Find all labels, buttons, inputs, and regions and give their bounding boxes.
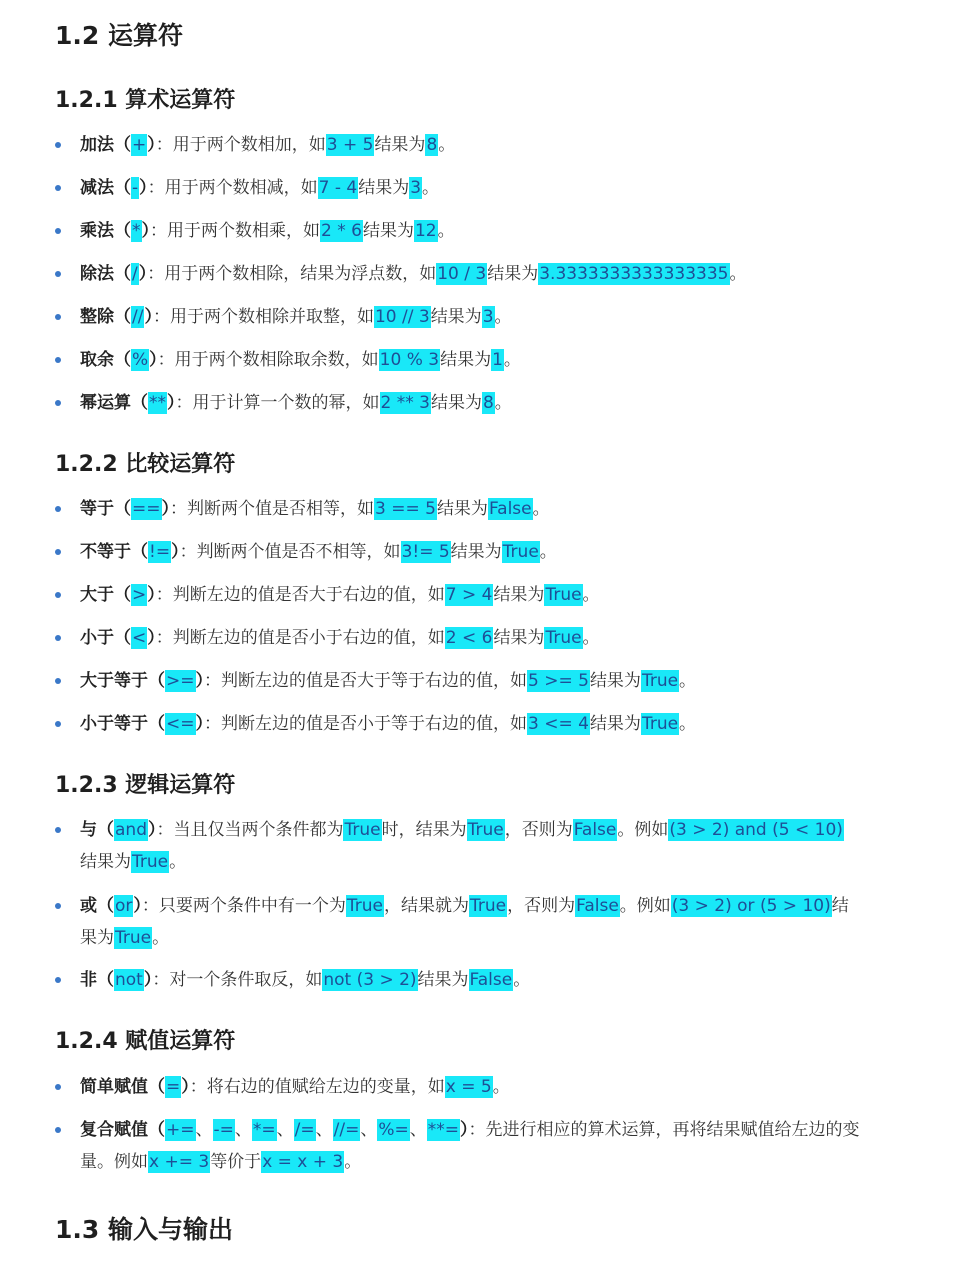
description: 用于计算一个数的幂，如: [192, 393, 380, 413]
period: 。: [494, 307, 512, 327]
list-item-less-than: [80, 622, 880, 654]
operator-code: //: [132, 307, 144, 327]
equivalence-label: 等价于: [210, 1152, 262, 1172]
result-label: 结果为: [493, 628, 545, 648]
example-result: 8: [426, 135, 438, 155]
example-result: 1: [492, 350, 503, 370]
description-part: ，结果就为: [384, 896, 469, 916]
period: 。: [679, 714, 697, 734]
example-result: True: [115, 928, 152, 948]
paren-close: ）: [161, 499, 170, 519]
description-part: 。例如: [617, 820, 669, 840]
period: 。: [539, 542, 557, 562]
list-item-division: [80, 258, 880, 290]
description: 用于两个数相减，如: [164, 178, 318, 198]
period: 。: [169, 852, 187, 872]
paren-close: ）: [141, 221, 150, 241]
operator-name: 大于等于: [80, 671, 148, 691]
operator-code: >: [132, 585, 147, 605]
paren-open: （: [114, 178, 131, 198]
paren-close: ）: [147, 820, 157, 840]
description: 用于两个数相乘，如: [167, 221, 320, 241]
equivalent-expression: x = x + 3: [262, 1152, 344, 1172]
paren-close: ）: [171, 542, 180, 562]
example-expression: x += 3: [149, 1152, 210, 1172]
list-item-addition: [80, 129, 880, 161]
example-result: 3: [410, 178, 422, 198]
colon: ：: [468, 1120, 486, 1140]
paren-open: （: [148, 714, 165, 734]
description-part: ，否则为: [504, 820, 573, 840]
separator: 、: [315, 1120, 333, 1140]
operator-code: !=: [149, 542, 171, 562]
example-expression: 10 % 3: [379, 350, 440, 370]
list-item-equal: [80, 493, 880, 525]
paren-open: （: [131, 393, 148, 413]
paren-close: ）: [195, 671, 204, 691]
paren-open: （: [114, 499, 131, 519]
colon: ：: [147, 264, 165, 284]
operator-code: and: [115, 820, 147, 840]
operator-code: +=: [166, 1120, 195, 1140]
paren-close: ）: [149, 350, 158, 370]
section-title-1-2-3: 1.2.3 逻辑运算符: [55, 773, 236, 798]
period: 。: [582, 585, 600, 605]
value-true: True: [470, 896, 507, 916]
example-result: 12: [414, 221, 437, 241]
description: 判断左边的值是否小于右边的值，如: [172, 628, 445, 648]
description: 将右边的值赋给左边的变量，如: [206, 1077, 445, 1097]
example-expression: 3 <= 4: [528, 714, 589, 734]
paren-close: ）: [147, 585, 156, 605]
description-part: ，否则为: [507, 896, 576, 916]
operator-code: <: [132, 628, 147, 648]
section-title-1-2: 1.2 运算符: [55, 21, 183, 50]
paren-open: （: [114, 264, 131, 284]
colon: ：: [204, 671, 221, 691]
paren-open: （: [97, 970, 114, 990]
paren-close: ）: [138, 264, 148, 284]
example-result: True: [641, 671, 679, 691]
operator-code: *=: [252, 1120, 276, 1140]
operator-name: 取余: [80, 350, 114, 370]
period: 。: [152, 928, 170, 948]
colon: ：: [156, 820, 174, 840]
operator-code: <=: [166, 714, 195, 734]
result-label: 结果为: [440, 350, 492, 370]
result-label: 结果为: [436, 499, 488, 519]
example-expression: 2 < 6: [445, 628, 493, 648]
colon: ：: [152, 970, 170, 990]
example-result: True: [502, 542, 539, 562]
example-expression: 3 == 5: [375, 499, 436, 519]
example-expression: 10 // 3: [374, 307, 430, 327]
operator-name: 与: [80, 820, 97, 840]
period: 。: [582, 628, 600, 648]
example-result: False: [469, 970, 513, 990]
operator-code: >=: [166, 671, 195, 691]
result-label: 结果为: [589, 714, 641, 734]
paren-open: （: [148, 1120, 165, 1140]
list-item-less-equal: [80, 708, 880, 740]
colon: ：: [204, 714, 221, 734]
example-expression: not (3 > 2): [323, 970, 417, 990]
colon: ：: [170, 499, 187, 519]
list-item-not: [80, 964, 880, 996]
example-expression: 5 >= 5: [528, 671, 589, 691]
description: 判断左边的值是否小于等于右边的值，如: [221, 714, 527, 734]
operator-name: 非: [80, 970, 97, 990]
example-result: False: [488, 499, 532, 519]
colon: ：: [179, 542, 197, 562]
paren-open: （: [97, 896, 114, 916]
separator: 、: [195, 1120, 213, 1140]
period: 。: [679, 671, 697, 691]
period: 。: [344, 1152, 362, 1172]
operator-code: or: [115, 896, 133, 916]
example-result: True: [132, 852, 169, 872]
operator-code: *: [132, 221, 141, 241]
value-true: True: [467, 820, 504, 840]
result-label: 结果为: [417, 970, 469, 990]
example-expression: (3 > 2) and (5 < 10): [669, 820, 843, 840]
separator: 、: [360, 1120, 378, 1140]
operator-code: **=: [427, 1120, 459, 1140]
description: 用于两个数相加，如: [172, 135, 326, 155]
operator-code: not: [115, 970, 143, 990]
paren-open: （: [114, 628, 131, 648]
section-title-1-3: 1.3 输入与输出: [55, 1215, 233, 1244]
description: 对一个条件取反，如: [169, 970, 323, 990]
colon: ：: [189, 1077, 207, 1097]
description: 用于两个数相除并取整，如: [169, 307, 374, 327]
period: 。: [437, 221, 455, 241]
description: 判断两个值是否相等，如: [187, 499, 374, 519]
list-item-power: [80, 387, 880, 419]
description: 判断左边的值是否大于等于右边的值，如: [221, 671, 527, 691]
operator-code: %=: [378, 1120, 409, 1140]
colon: ：: [150, 221, 167, 241]
colon: ：: [147, 178, 165, 198]
example-expression: x = 5: [445, 1077, 492, 1097]
colon: ：: [141, 896, 159, 916]
operator-name: 整除: [80, 307, 114, 327]
list-item-compound-assignment: [80, 1114, 860, 1178]
operator-code: %: [132, 350, 149, 370]
operator-code: /: [132, 264, 138, 284]
operator-code: **: [149, 393, 166, 413]
colon: ：: [155, 628, 173, 648]
example-expression: (3 > 2) or (5 > 10): [671, 896, 831, 916]
paren-close: ）: [143, 970, 153, 990]
operator-name: 不等于: [80, 542, 131, 562]
operator-name: 复合赋值: [80, 1120, 148, 1140]
result-label: 结果为: [430, 307, 482, 327]
operator-code: -: [132, 178, 139, 198]
value-false: False: [576, 896, 619, 916]
operator-code: ==: [132, 499, 161, 519]
colon: ：: [175, 393, 193, 413]
example-expression: 2 ** 3: [380, 393, 430, 413]
operator-code: /=: [294, 1120, 315, 1140]
operator-name: 简单赋值: [80, 1077, 148, 1097]
paren-close: ）: [181, 1077, 190, 1097]
example-expression: 7 > 4: [445, 585, 493, 605]
period: 。: [492, 1077, 510, 1097]
example-result: 3: [482, 307, 494, 327]
separator: 、: [409, 1120, 427, 1140]
operator-code: +: [132, 135, 147, 155]
example-result: 3.3333333333333335: [539, 264, 729, 284]
description-part: 当且仅当两个条件都为: [173, 820, 344, 840]
colon: ：: [152, 307, 170, 327]
section-title-1-2-2: 1.2.2 比较运算符: [55, 452, 236, 477]
example-result: 8: [482, 393, 494, 413]
value-true: True: [344, 820, 381, 840]
colon: ：: [155, 585, 173, 605]
period: 。: [422, 178, 440, 198]
operator-name: 或: [80, 896, 97, 916]
paren-close: ）: [139, 178, 148, 198]
paren-open: （: [97, 820, 114, 840]
list-item-modulo: [80, 344, 880, 376]
section-title-1-2-1: 1.2.1 算术运算符: [55, 88, 236, 113]
operator-name: 减法: [80, 178, 114, 198]
result-label: 结果为: [450, 542, 502, 562]
example-result: True: [641, 714, 679, 734]
example-result: True: [545, 585, 582, 605]
list-item-not-equal: [80, 536, 880, 568]
description: 用于两个数相除取余数，如: [174, 350, 379, 370]
list-item-subtraction: [80, 172, 880, 204]
operator-name: 幂运算: [80, 393, 131, 413]
example-expression: 7 - 4: [318, 178, 358, 198]
paren-open: （: [114, 585, 131, 605]
example-result: True: [545, 628, 582, 648]
separator: 、: [234, 1120, 252, 1140]
value-false: False: [573, 820, 617, 840]
colon: ：: [155, 135, 173, 155]
list-item-or: [80, 890, 860, 954]
result-label: 结果为: [80, 852, 131, 872]
paren-open: （: [114, 307, 131, 327]
description-part: 只要两个条件中有一个为: [158, 896, 346, 916]
paren-close: ）: [195, 714, 204, 734]
paren-open: （: [148, 1077, 165, 1097]
description: 判断两个值是否不相等，如: [196, 542, 401, 562]
result-label: 结果为: [358, 178, 410, 198]
description-part: 。例如: [619, 896, 671, 916]
list-item-floor-division: [80, 301, 880, 333]
example-expression: 10 / 3: [437, 264, 487, 284]
operator-code: -=: [213, 1120, 234, 1140]
operator-code: //=: [333, 1120, 360, 1140]
operator-code: =: [166, 1077, 181, 1097]
period: 。: [532, 499, 550, 519]
paren-open: （: [114, 221, 131, 241]
section-title-1-2-4: 1.2.4 赋值运算符: [55, 1029, 236, 1054]
list-item-and: [80, 814, 860, 878]
paren-close: ）: [147, 135, 156, 155]
period: 。: [513, 970, 531, 990]
result-label: 结果为: [80, 896, 849, 948]
result-label: 结果为: [493, 585, 545, 605]
result-label: 结果为: [430, 393, 482, 413]
operator-name: 小于等于: [80, 714, 148, 734]
result-label: 结果为: [589, 671, 641, 691]
paren-close: ）: [459, 1120, 469, 1140]
description: 判断左边的值是否大于右边的值，如: [172, 585, 445, 605]
period: 。: [503, 350, 521, 370]
paren-close: ）: [167, 393, 176, 413]
result-label: 结果为: [362, 221, 414, 241]
period: 。: [729, 264, 747, 284]
period: 。: [438, 135, 456, 155]
period: 。: [494, 393, 512, 413]
description-part: 时，结果为: [381, 820, 467, 840]
result-label: 结果为: [487, 264, 539, 284]
operator-name: 除法: [80, 264, 114, 284]
paren-close: ）: [144, 307, 153, 327]
example-expression: 3!= 5: [401, 542, 450, 562]
example-expression: 2 * 6: [321, 221, 362, 241]
example-expression: 3 + 5: [326, 135, 374, 155]
description: 先进行相应的算术运算，再将结果赋值给左边的变量。例如: [80, 1120, 860, 1172]
operator-name: 小于: [80, 628, 114, 648]
list-item-multiplication: [80, 215, 880, 247]
operator-name: 等于: [80, 499, 114, 519]
result-label: 结果为: [374, 135, 426, 155]
paren-open: （: [114, 135, 131, 155]
paren-open: （: [148, 671, 165, 691]
paren-close: ）: [147, 628, 156, 648]
operator-name: 乘法: [80, 221, 114, 241]
paren-close: ）: [133, 896, 142, 916]
colon: ：: [157, 350, 175, 370]
list-item-greater-than: [80, 579, 880, 611]
value-true: True: [346, 896, 383, 916]
paren-open: （: [131, 542, 148, 562]
description: 用于两个数相除，结果为浮点数，如: [164, 264, 437, 284]
operator-name: 大于: [80, 585, 114, 605]
list-item-simple-assignment: [80, 1071, 880, 1103]
list-item-greater-equal: [80, 665, 880, 697]
separator: 、: [276, 1120, 294, 1140]
operator-name: 加法: [80, 135, 114, 155]
paren-open: （: [114, 350, 131, 370]
